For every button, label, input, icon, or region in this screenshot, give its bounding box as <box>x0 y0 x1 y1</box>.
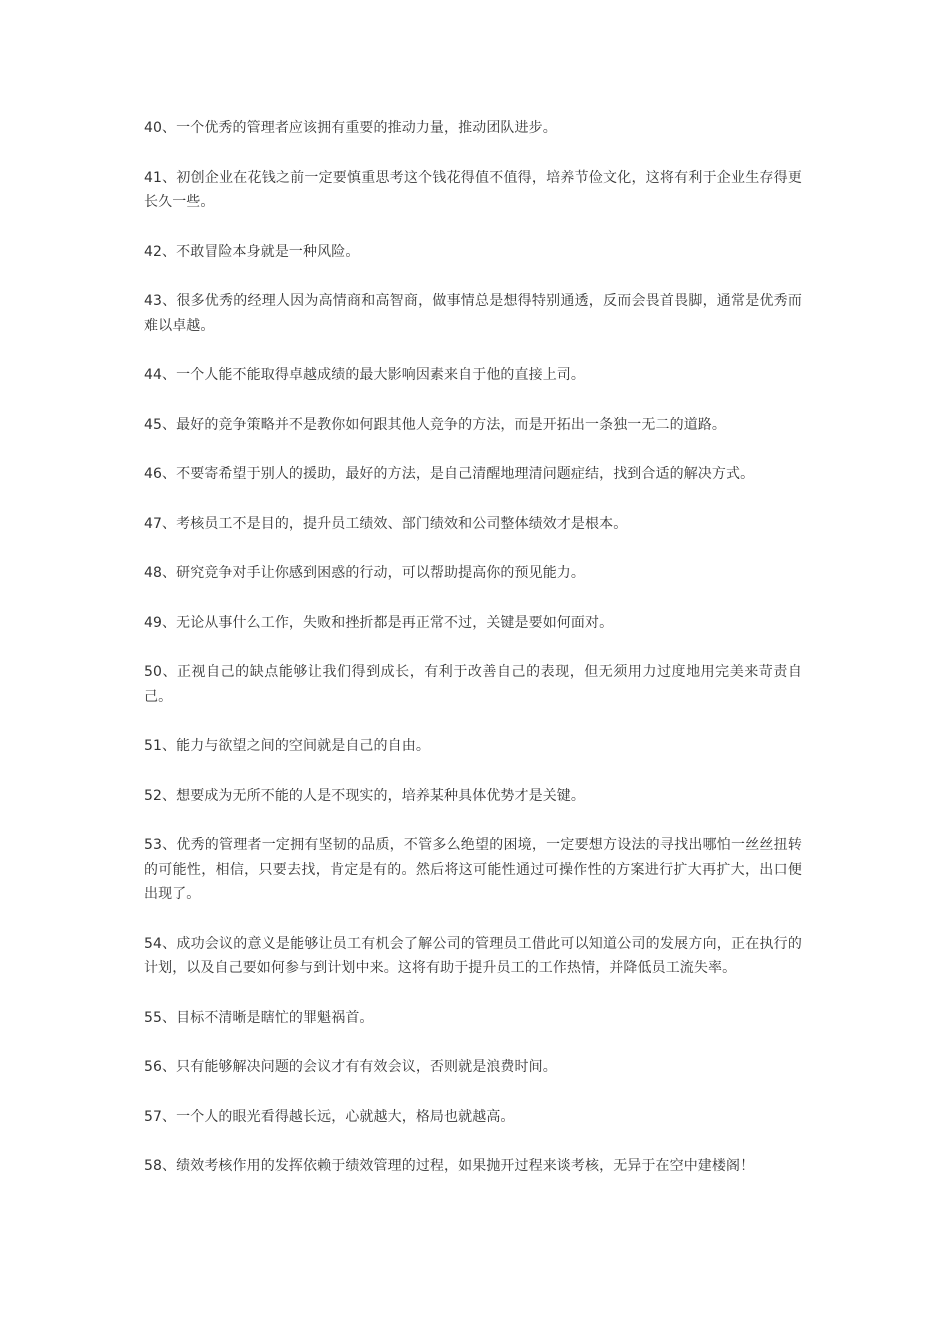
paragraph-49: 49、无论从事什么工作，失败和挫折都是再正常不过，关键是要如何面对。 <box>144 614 614 631</box>
document-body <box>144 116 802 1204</box>
paragraph-48: 48、研究竞争对手让你感到困惑的行动，可以帮助提高你的预见能力。 <box>144 565 586 581</box>
paragraph-46: 46、不要寄希望于别人的援助，最好的方法，是自己清醒地理清问题症结，找到合适的解决方式。 <box>144 466 755 482</box>
paragraph-41: 41、初创企业在花钱之前一定要慎重思考这个钱花得值不值得，培养节俭文化，这将有利于企业生存得更长久一些。 <box>144 169 802 210</box>
paragraph-54: 54、成功会议的意义是能够让员工有机会了解公司的管理员工借此可以知道公司的发展方向，正在执行的计划，以及自己要如何参与到计划中来。这将有助于提升员工的工作热情，并降低员工流失率。 <box>144 935 802 976</box>
paragraph-47: 47、考核员工不是目的，提升员工绩效、部门绩效和公司整体绩效才是根本。 <box>144 515 628 532</box>
paragraph-57: 57、一个人的眼光看得越长远，心就越大，格局也就越高。 <box>144 1108 515 1125</box>
paragraph-50: 50、正视自己的缺点能够让我们得到成长，有利于改善自己的表现，但无须用力过度地用完美来苛责自己。 <box>144 664 802 705</box>
paragraph-56: 56、只有能够解决问题的会议才有有效会议，否则就是浪费时间。 <box>144 1059 557 1075</box>
paragraph-43: 43、很多优秀的经理人因为高情商和高智商，做事情总是想得特别通透，反而会畏首畏脚，通常是优秀而难以卓越。 <box>144 293 802 334</box>
paragraph-52: 52、想要成为无所不能的人是不现实的，培养某种具体优势才是关键。 <box>144 787 586 804</box>
paragraph-42: 42、不敢冒险本身就是一种风险。 <box>144 243 360 260</box>
paragraph-44: 44、一个人能不能取得卓越成绩的最大影响因素来自于他的直接上司。 <box>144 367 586 383</box>
paragraph-55: 55、目标不清晰是瞎忙的罪魁祸首。 <box>144 1009 374 1026</box>
paragraph-45: 45、最好的竞争策略并不是教你如何跟其他人竞争的方法，而是开拓出一条独一无二的道路。 <box>144 416 727 433</box>
paragraph-51: 51、能力与欲望之间的空间就是自己的自由。 <box>144 738 430 754</box>
paragraph-40: 40、一个优秀的管理者应该拥有重要的推动力量，推动团队进步。 <box>144 120 557 136</box>
paragraph-58: 58、绩效考核作用的发挥依赖于绩效管理的过程，如果抛开过程来谈考核，无异于在空中建楼阁！ <box>144 1158 755 1174</box>
paragraph-53: 53、优秀的管理者一定拥有坚韧的品质，不管多么绝望的困境，一定要想方设法的寻找出哪怕一丝丝扭转的可能性，相信，只要去找，肯定是有的。然后将这可能性通过可操作性的方案进行扩大再扩大，出口便出现了。 <box>144 837 802 902</box>
